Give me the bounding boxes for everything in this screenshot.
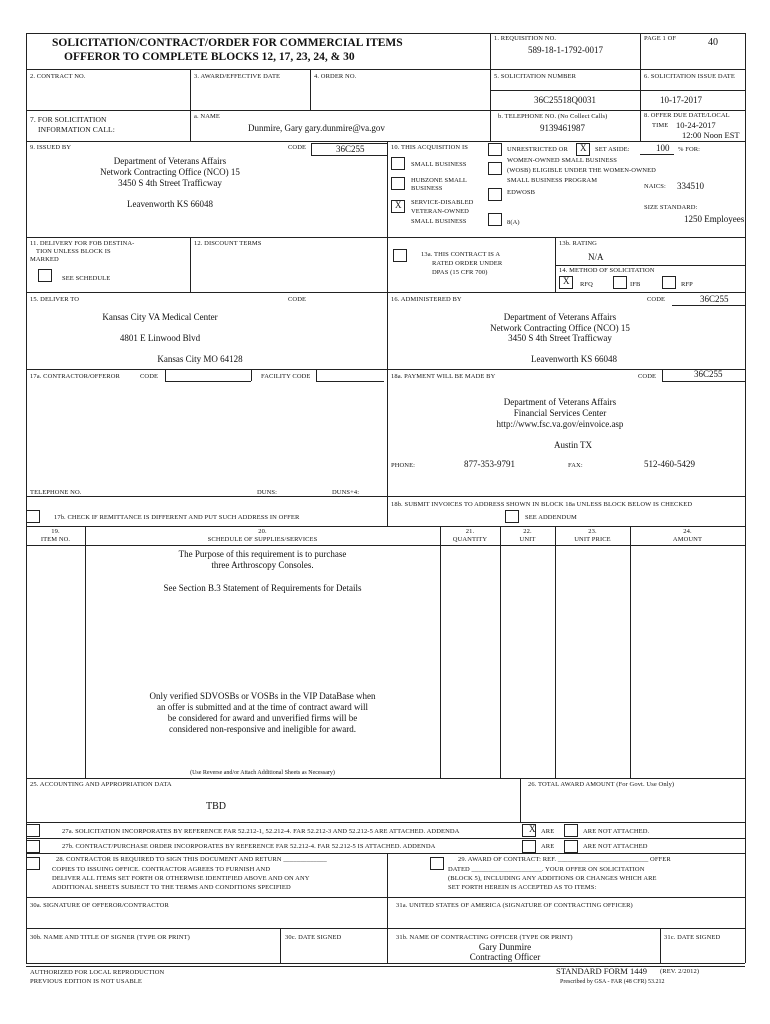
issued-line3: 3450 S 4th Street Trafficway	[118, 178, 222, 188]
issue-date-label: 6. SOLICITATION ISSUE DATE	[644, 73, 735, 80]
form-title-line2: OFFEROR TO COMPLETE BLOCKS 12, 17, 23, 24, & 30	[64, 51, 355, 63]
award-checkbox[interactable]	[430, 857, 444, 870]
submit-invoices-label: 18b. SUBMIT INVOICES TO ADDRESS SHOWN IN BLOCK 18a UNLESS BLOCK BELOW IS CHECKED	[391, 501, 693, 508]
payment-phone-label: PHONE:	[391, 462, 416, 469]
admin-line1: Department of Veterans Affairs	[503, 312, 617, 322]
fob-label-1: 11. DELIVERY FOR FOB DESTINA-	[30, 240, 135, 247]
percent-for-label: % FOR:	[678, 146, 701, 153]
page-label: PAGE 1 OF	[644, 35, 677, 42]
remittance-label: 17b. CHECK IF REMITTANCE IS DIFFERENT AND PUT SUCH ADDRESS IN OFFER	[54, 514, 300, 521]
are-27b-label: ARE	[541, 843, 555, 850]
wosb-label-1: WOMEN-OWNED SMALL BUSINESS	[507, 157, 617, 164]
offeror-date-label: 30c. DATE SIGNED	[285, 934, 342, 941]
admin-line4: Leavenworth KS 66048	[531, 354, 617, 364]
offer-due-time-label: TIME	[652, 122, 669, 129]
block29-line2: DATED _____________________. YOUR OFFER ON SOLICITATION	[448, 866, 645, 873]
payment-label: 18a. PAYMENT WILL BE MADE BY	[391, 373, 496, 380]
are-not-label: ARE NOT ATTACHED.	[583, 828, 650, 835]
award-date-label: 3. AWARD/EFFECTIVE DATE	[194, 73, 281, 80]
rfq-label: RFQ	[580, 281, 593, 288]
issued-line1: Department of Veterans Affairs	[113, 156, 227, 166]
schedule-purpose-1: The Purpose of this requirement is to purchase	[178, 549, 347, 559]
set-aside-label: SET ASIDE:	[595, 146, 630, 153]
col-unit-price-label: UNIT PRICE	[574, 536, 611, 543]
contractor-telephone-label: TELEPHONE NO.	[30, 489, 82, 496]
block28-line4: ADDITIONAL SHEETS SUBJECT TO THE TERMS AND CONDITIONS SPECIFIED	[52, 884, 291, 891]
payment-code-label: CODE	[638, 373, 657, 380]
rfp-label: RFP	[681, 281, 693, 288]
officer-name-label: 31b. NAME OF CONTRACTING OFFICER (TYPE OR PRINT)	[396, 934, 573, 941]
clause-27b-label: 27b. CONTRACT/PURCHASE ORDER INCORPORATES BY REFERENCE FAR 52.212-4. FAR 52.212-5 IS ATTACHED. ADDENDA	[62, 843, 436, 850]
deliver-code-label: CODE	[288, 296, 307, 303]
discount-terms-label: 12. DISCOUNT TERMS	[194, 240, 262, 247]
see-schedule-checkbox[interactable]	[38, 269, 52, 282]
rating-label: 13b. RATING	[559, 240, 597, 247]
remittance-checkbox[interactable]	[26, 510, 40, 523]
size-standard-value: 1250 Employees	[684, 214, 745, 224]
schedule-sdvosb-2: an offer is submitted and at the time of contract award will	[156, 702, 369, 712]
payment-line3: http://www.fsc.va.gov/einvoice.asp	[496, 419, 624, 429]
administered-by-label: 16. ADMINISTERED BY	[391, 296, 462, 303]
rfp-checkbox[interactable]	[662, 276, 676, 289]
rated-order-label-2: RATED ORDER UNDER	[432, 260, 503, 267]
col-unit-number: 22.	[523, 528, 532, 535]
schedule-sdvosb-1: Only verified SDVOSBs or VOSBs in the VIP DataBase when	[149, 691, 376, 701]
block29-line1: 29. AWARD OF CONTRACT: REF. ___________________________ OFFER	[458, 856, 671, 863]
naics-code: 334510	[677, 181, 704, 191]
contact-name-label: a. NAME	[194, 113, 220, 120]
contractor-sign-checkbox[interactable]	[26, 857, 40, 870]
see-addendum-label: SEE ADDENDUM	[525, 514, 577, 521]
sdvosb-mark: X	[395, 200, 402, 210]
col-amount-label: AMOUNT	[672, 536, 703, 543]
officer-title: Contracting Officer	[469, 952, 541, 962]
footer-prescribed: Prescribed by GSA - FAR (48 CFR) 53.212	[560, 979, 665, 985]
schedule-sdvosb-3: be considered for award and unverified firms will be	[167, 713, 358, 723]
ifb-label: IFB	[630, 281, 641, 288]
eight-a-checkbox[interactable]	[488, 213, 502, 226]
admin-code: 36C255	[700, 294, 729, 304]
total-award-label: 26. TOTAL AWARD AMOUNT (For Govt. Use Only)	[528, 781, 675, 788]
see-schedule-label: SEE SCHEDULE	[62, 275, 111, 282]
reverse-note: (Use Reverse and/or Attach Additional Sheets as Necessary)	[190, 770, 335, 776]
payment-line4: Austin TX	[553, 440, 593, 450]
col-quantity-number: 21.	[465, 528, 475, 535]
deliver-to-line1: Kansas City VA Medical Center	[102, 312, 218, 322]
acquisition-label: 10. THIS ACQUISITION IS	[391, 144, 468, 151]
issued-line2: Network Contracting Office (NCO) 15	[100, 167, 240, 177]
info-call-label-2: INFORMATION CALL:	[38, 125, 115, 134]
col-item-number: 19.	[51, 528, 60, 535]
fob-label-2: TION UNLESS BLOCK IS	[36, 248, 111, 255]
footer-authorized: AUTHORIZED FOR LOCAL REPRODUCTION	[30, 969, 165, 976]
offer-due-date: 10-24-2017	[676, 120, 716, 130]
usa-signature-label: 31a. UNITED STATES OF AMERICA (SIGNATURE OF CONTRACTING OFFICER)	[396, 902, 633, 909]
issued-by-label: 9. ISSUED BY	[30, 144, 72, 151]
requisition-number: 589-18-1-1792-0017	[528, 45, 603, 55]
see-addendum-checkbox[interactable]	[505, 510, 519, 523]
signer-name-label: 30b. NAME AND TITLE OF SIGNER (TYPE OR PRINT)	[30, 934, 190, 941]
wosb-label-2: (WOSB) ELIGIBLE UNDER THE WOMEN-OWNED	[507, 167, 656, 174]
sdvosb-label-3: SMALL BUSINESS	[411, 218, 467, 225]
small-business-checkbox[interactable]	[391, 157, 405, 170]
are-not-27b-label: ARE NOT ATTACHED	[583, 843, 648, 850]
footer-revision: (REV. 2/2012)	[660, 968, 700, 975]
col-amount-number: 24.	[683, 528, 692, 535]
admin-line2: Network Contracting Office (NCO) 15	[490, 323, 630, 333]
facility-code-label: FACILITY CODE	[261, 373, 311, 380]
solicitation-number-label: 5. SOLICITATION NUMBER	[494, 73, 577, 80]
offer-due-time: 12:00 Noon EST	[682, 130, 740, 140]
rated-order-label-3: DPAS (15 CFR 700)	[432, 269, 488, 276]
set-aside-mark: X	[580, 143, 587, 153]
unrestricted-label: UNRESTRICTED OR	[507, 146, 568, 153]
set-aside-percent: 100	[656, 143, 670, 153]
are-not-attached-checkbox[interactable]	[564, 824, 578, 837]
deliver-to-line3: Kansas City MO 64128	[157, 354, 243, 364]
contractor-label: 17a. CONTRACTOR/OFFEROR	[30, 373, 120, 380]
officer-name: Gary Dunmire	[478, 942, 532, 952]
form-title-line1: SOLICITATION/CONTRACT/ORDER FOR COMMERCIAL ITEMS	[52, 37, 403, 49]
col-schedule-number: 20.	[258, 528, 267, 535]
block28-line2: COPIES TO ISSUING OFFICE. CONTRACTOR AGREES TO FURNISH AND	[52, 866, 271, 873]
are-not-attached-27b-checkbox[interactable]	[564, 840, 578, 853]
page-total: 40	[708, 37, 718, 48]
issued-code: 36C255	[336, 144, 365, 154]
issued-code-label: CODE	[288, 144, 307, 151]
small-business-label: SMALL BUSINESS	[411, 161, 467, 168]
admin-code-label: CODE	[647, 296, 666, 303]
footer-form-number: STANDARD FORM 1449	[556, 966, 647, 976]
block29-line4: SET FORTH HEREIN IS ACCEPTED AS TO ITEMS:	[448, 884, 597, 891]
solicitation-number: 36C25518Q0031	[534, 95, 597, 105]
issue-date: 10-17-2017	[660, 95, 702, 105]
are-attached-27b-checkbox[interactable]	[522, 840, 536, 853]
clause-27a-label: 27a. SOLICITATION INCORPORATES BY REFERENCE FAR 52.212-1, 52.212-4. FAR 52.212-3 AND 52.212-5 ARE ATTACHED. ADDENDA	[62, 828, 460, 835]
offeror-signature-label: 30a. SIGNATURE OF OFFEROR/CONTRACTOR	[30, 902, 169, 909]
edwosb-checkbox[interactable]	[488, 188, 502, 201]
edwosb-label: EDWOSB	[507, 189, 536, 196]
deliver-to-label: 15. DELIVER TO	[30, 296, 80, 303]
duns-label: DUNS:	[257, 489, 278, 496]
schedule-sdvosb-4: considered non-responsive and ineligible for award.	[169, 724, 356, 734]
wosb-checkbox[interactable]	[488, 162, 502, 175]
duns4-label: DUNS+4:	[332, 489, 360, 496]
accounting-value: TBD	[206, 801, 226, 812]
method-label: 14. METHOD OF SOLICITATION	[559, 267, 655, 274]
officer-date-label: 31c. DATE SIGNED	[664, 934, 721, 941]
telephone-label: b. TELEPHONE NO. (No Collect Calls)	[498, 113, 608, 120]
footer-previous-edition: PREVIOUS EDITION IS NOT USABLE	[30, 978, 142, 985]
col-unit-price-number: 23.	[588, 528, 597, 535]
contractor-code-label: CODE	[140, 373, 159, 380]
telephone-number: 9139461987	[540, 123, 585, 133]
schedule-see-section: See Section B.3 Statement of Requirements for Details	[163, 583, 362, 593]
rfq-mark: X	[563, 276, 570, 286]
rated-order-checkbox[interactable]	[393, 249, 407, 262]
admin-line3: 3450 S 4th Street Trafficway	[508, 333, 612, 343]
payment-code: 36C255	[694, 369, 723, 379]
block28-line3: DELIVER ALL ITEMS SET FORTH OR OTHERWISE IDENTIFIED ABOVE AND ON ANY	[52, 875, 310, 882]
info-call-label-1: 7. FOR SOLICITATION	[30, 115, 107, 124]
are-label: ARE	[541, 828, 555, 835]
hubzone-label-2: BUSINESS	[411, 185, 443, 192]
ifb-checkbox[interactable]	[613, 276, 627, 289]
col-schedule-label: SCHEDULE OF SUPPLIES/SERVICES	[207, 536, 318, 543]
block28-line1: 28. CONTRACTOR IS REQUIRED TO SIGN THIS DOCUMENT AND RETURN _____________	[56, 856, 327, 863]
hubzone-checkbox[interactable]	[391, 177, 405, 190]
are-attached-mark: X	[529, 824, 536, 834]
col-unit-label: UNIT	[519, 536, 536, 543]
payment-phone: 877-353-9791	[464, 459, 515, 469]
fob-label-3: MARKED	[30, 256, 59, 263]
rating-value: N/A	[588, 252, 604, 262]
wosb-label-3: SMALL BUSINESS PROGRAM	[507, 177, 598, 184]
clause-27b-checkbox[interactable]	[26, 840, 40, 853]
clause-27a-checkbox[interactable]	[26, 824, 40, 837]
block29-line3: (BLOCK 5), INCLUDING ANY ADDITIONS OR CHANGES WHICH ARE	[448, 875, 657, 882]
payment-fax: 512-460-5429	[644, 459, 695, 469]
col-item-label: ITEM NO.	[40, 536, 71, 543]
payment-line1: Department of Veterans Affairs	[503, 397, 617, 407]
order-no-label: 4. ORDER NO.	[314, 73, 357, 80]
naics-label: NAICS:	[644, 183, 666, 190]
issued-line4: Leavenworth KS 66048	[127, 199, 213, 209]
payment-line2: Financial Services Center	[513, 408, 607, 418]
contact-name: Dunmire, Gary gary.dunmire@va.gov	[248, 123, 385, 133]
rated-order-label-1: 13a. THIS CONTRACT IS A	[421, 251, 501, 258]
accounting-label: 25. ACCOUNTING AND APPROPRIATION DATA	[30, 781, 172, 788]
eight-a-label: 8(A)	[507, 219, 520, 226]
size-standard-label: SIZE STANDARD:	[644, 204, 698, 211]
sdvosb-label-1: SERVICE-DISABLED	[411, 199, 474, 206]
schedule-purpose-2: three Arthroscopy Consoles.	[211, 560, 314, 570]
requisition-label: 1. REQUISITION NO.	[494, 35, 557, 42]
payment-fax-label: FAX:	[568, 462, 583, 469]
sdvosb-label-2: VETERAN-OWNED	[411, 208, 469, 215]
hubzone-label-1: HUBZONE SMALL	[411, 177, 468, 184]
col-quantity-label: QUANTITY	[452, 536, 488, 543]
offer-due-label: 8. OFFER DUE DATE/LOCAL	[644, 112, 730, 119]
unrestricted-checkbox[interactable]	[488, 143, 502, 156]
contract-no-label: 2. CONTRACT NO.	[30, 73, 86, 80]
deliver-to-line2: 4801 E Linwood Blvd	[119, 333, 201, 343]
